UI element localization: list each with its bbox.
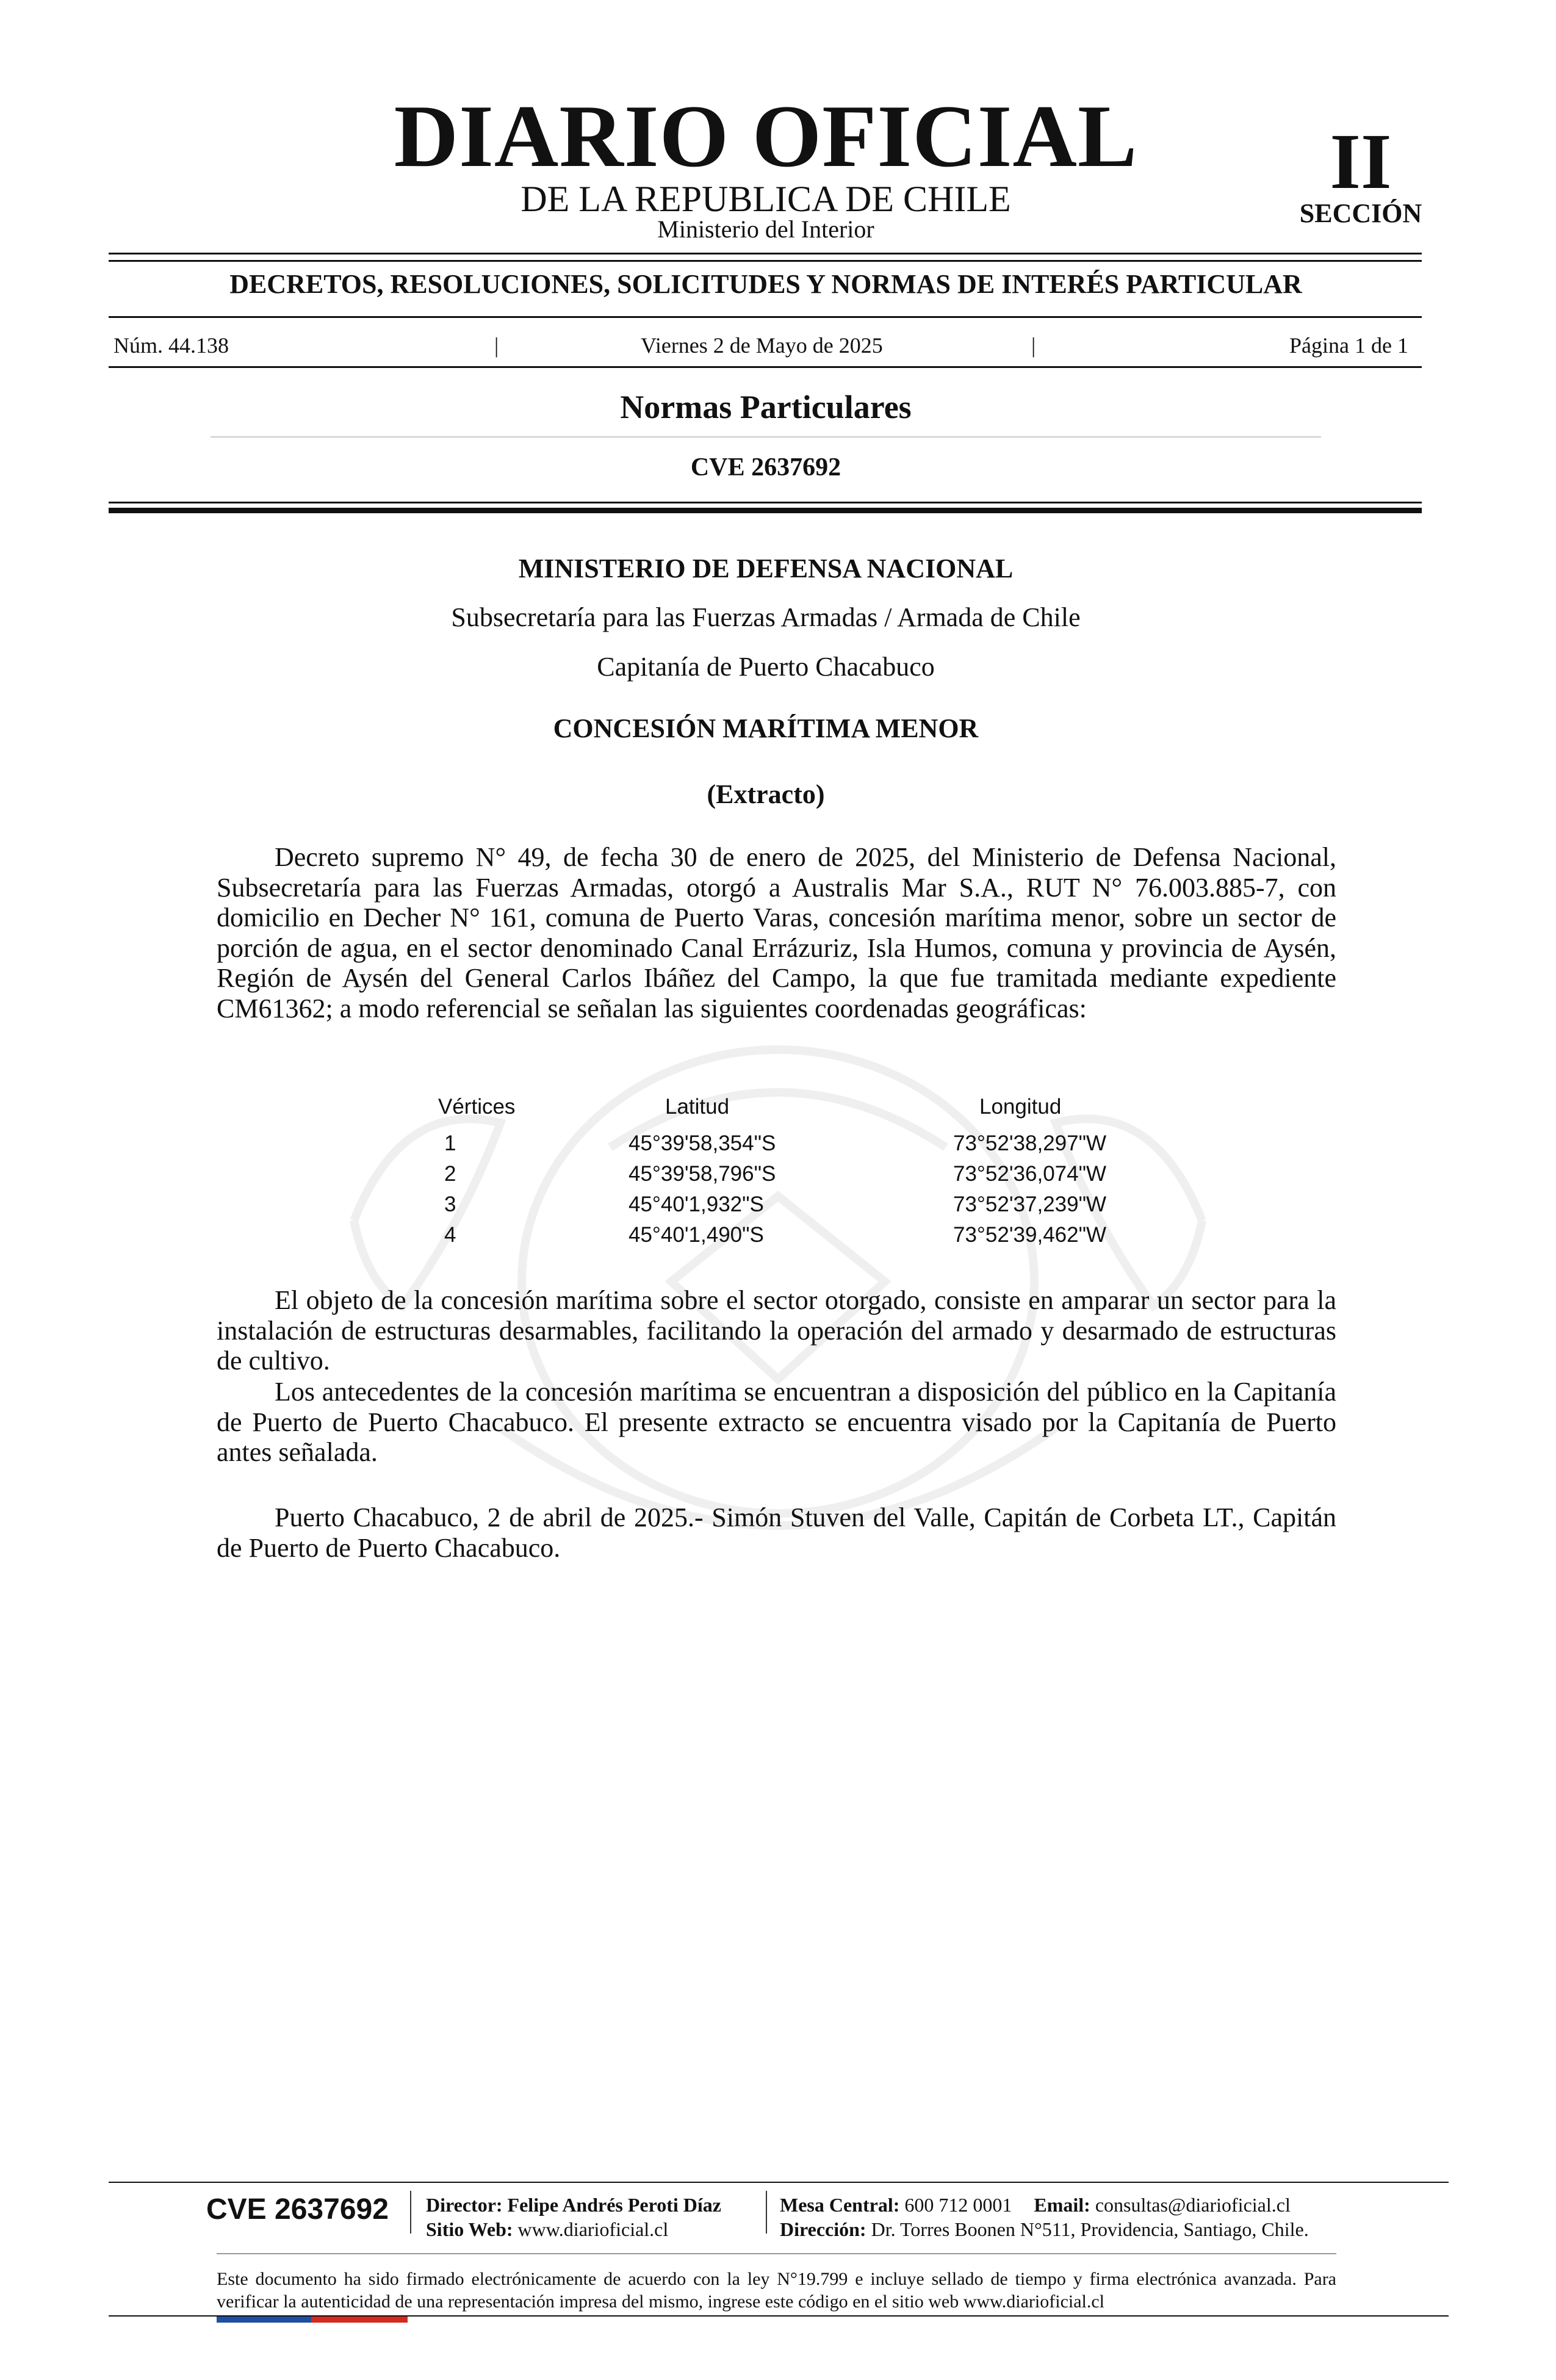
address-value: Dr. Torres Boonen N°511, Providencia, Santiago, Chile. — [871, 2218, 1309, 2240]
issue-number: Núm. 44.138 — [113, 333, 229, 358]
table-cell-vertex: 4 — [444, 1223, 456, 1247]
table-cell-latitude: 45°40'1,490"S — [629, 1223, 764, 1247]
body-paragraph-1 — [217, 842, 1336, 1023]
footer-mid-rule — [217, 2253, 1336, 2254]
phone-label: Mesa Central: — [780, 2194, 900, 2216]
website-link[interactable]: www.diarioficial.cl — [517, 2218, 669, 2240]
section-title: Normas Particulares — [620, 389, 912, 425]
footer-top-rule — [109, 2182, 1449, 2183]
header-thin-rule — [109, 502, 1422, 503]
table-header-latitude: Latitud — [665, 1095, 730, 1119]
director-name: Felipe Andrés Peroti Díaz — [507, 2194, 721, 2216]
paragraph-text: Los antecedentes de la concesión marítima se encuentran a disposición del público en la Capitanía de Puerto de Puerto Chacabuco. El presente extracto se encuentra visado por la Capitanía de Puerto antes señalada. — [217, 1377, 1336, 1467]
table-cell-vertex: 3 — [444, 1192, 456, 1216]
body-paragraph-2 — [217, 1285, 1336, 1376]
table-cell-longitude: 73°52'36,074"W — [953, 1162, 1107, 1186]
table-cell-latitude: 45°39'58,796"S — [629, 1162, 776, 1186]
document-title: CONCESIÓN MARÍTIMA MENOR — [553, 713, 979, 743]
masthead-ministry: Ministerio del Interior — [657, 215, 874, 243]
website-label: Sitio Web: — [426, 2218, 513, 2240]
issue-date: Viernes 2 de Mayo de 2025 — [641, 333, 883, 358]
banner-heading: DECRETOS, RESOLUCIONES, SOLICITUDES Y NORMAS DE INTERÉS PARTICULAR — [229, 269, 1302, 299]
info-rule — [109, 366, 1422, 368]
address-label: Dirección: — [780, 2218, 866, 2240]
table-cell-vertex: 2 — [444, 1162, 456, 1186]
footer-phone-email — [780, 2195, 1291, 2215]
paragraph-text: El objeto de la concesión marítima sobre el sector otorgado, consiste en amparar un sector para la instalación de estructuras desarmables, facilitando la operación del armado y desarmado de estructuras de cultivo. — [217, 1285, 1336, 1376]
ministry-heading: MINISTERIO DE DEFENSA NACIONAL — [518, 554, 1014, 583]
footer-website — [426, 2220, 668, 2239]
director-label: Director: — [426, 2194, 503, 2216]
cve-code: CVE 2637692 — [690, 453, 841, 481]
email-label: Email: — [1034, 2194, 1090, 2216]
section-title-underline — [211, 436, 1321, 438]
capitania-line: Capitanía de Puerto Chacabuco — [597, 652, 935, 682]
footer-legal-notice: Este documento ha sido firmado electrónicamente de acuerdo con la ley N°19.799 e incluye sellado de tiempo y firma electrónica avanzada. Para verificar la autenticidad de una representación impresa del mismo, ingrese este código en el sitio web www.diarioficial.cl — [217, 2269, 1336, 2312]
paragraph-text: Puerto Chacabuco, 2 de abril de 2025.- Simón Stuven del Valle, Capitán de Corbeta LT., Capitán de Puerto de Puerto Chacabuco. — [217, 1502, 1336, 1563]
subsecretaria-line: Subsecretaría para las Fuerzas Armadas / Armada de Chile — [451, 602, 1081, 632]
table-cell-longitude: 73°52'39,462"W — [953, 1223, 1107, 1247]
phone-value: 600 712 0001 — [904, 2194, 1012, 2216]
body-paragraph-3 — [217, 1377, 1336, 1468]
footer-divider — [766, 2191, 767, 2234]
footer-cve: CVE 2637692 — [206, 2193, 389, 2226]
extract-label: (Extracto) — [707, 779, 825, 809]
issue-page: Página 1 de 1 — [1289, 333, 1408, 358]
table-cell-latitude: 45°40'1,932"S — [629, 1192, 764, 1216]
paragraph-text: Decreto supremo N° 49, de fecha 30 de enero de 2025, del Ministerio de Defensa Nacional, Subsecretaría para las Fuerzas Armadas, otorgó a Australis Mar S.A., RUT N° 76.003.885-7, con domicilio en Decher N° 161, comuna de Puerto Varas, concesión marítima menor, sobre un sector de porción de agua, en el sector denominado Canal Errázuriz, Isla Humos, comuna y provincia de Aysén, Región de Aysén del General Carlos Ibáñez del Campo, la que fue tramitada mediante expediente CM61362; a modo referencial se señalan las siguientes coordenadas geográficas: — [217, 842, 1336, 1023]
masthead-subtitle: DE LA REPUBLICA DE CHILE — [520, 179, 1011, 219]
email-link[interactable]: consultas@diarioficial.cl — [1095, 2194, 1291, 2216]
issue-separator: | — [494, 333, 499, 358]
banner-rule — [109, 316, 1422, 318]
masthead-rule-1 — [109, 253, 1422, 254]
masthead-title: DIARIO OFICIAL — [394, 87, 1138, 186]
table-header-vertex: Vértices — [438, 1095, 516, 1119]
signature-paragraph — [217, 1502, 1336, 1563]
footer-director — [426, 2195, 721, 2215]
footer-address — [780, 2220, 1309, 2239]
issue-separator: | — [1031, 333, 1036, 358]
table-cell-longitude: 73°52'37,239"W — [953, 1192, 1107, 1216]
footer-divider — [410, 2191, 411, 2234]
masthead-rule-2 — [109, 260, 1422, 262]
section-label: SECCIÓN — [1299, 198, 1422, 228]
table-cell-vertex: 1 — [444, 1131, 456, 1155]
header-thick-rule — [109, 508, 1422, 513]
table-cell-longitude: 73°52'38,297"W — [953, 1131, 1107, 1155]
table-cell-latitude: 45°39'58,354"S — [629, 1131, 776, 1155]
footer-bottom-rule — [109, 2315, 1449, 2317]
section-number: II — [1330, 118, 1392, 206]
table-header-longitude: Longitud — [979, 1095, 1062, 1119]
